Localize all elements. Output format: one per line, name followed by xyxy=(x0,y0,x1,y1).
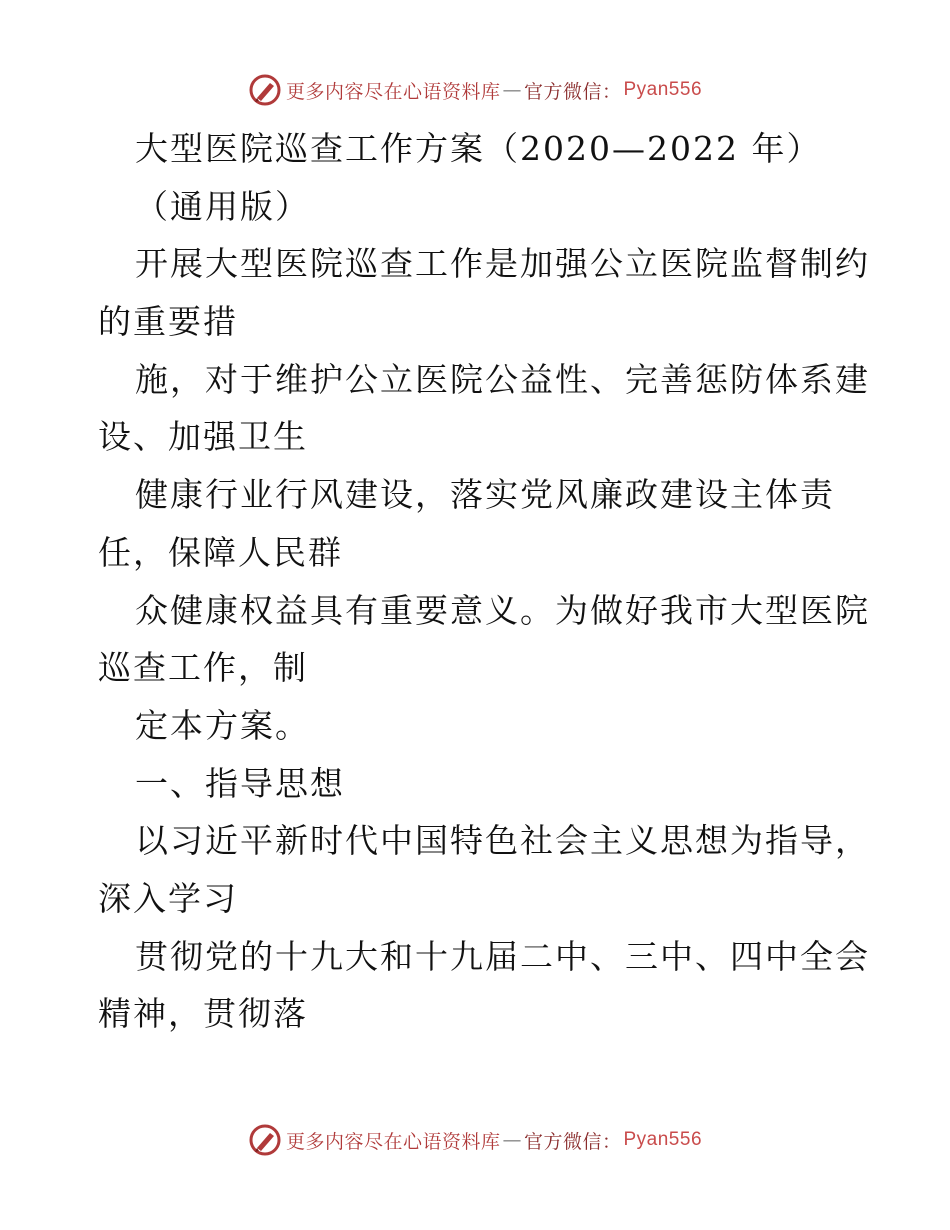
body-line: 巡查工作，制 xyxy=(98,648,308,688)
pen-logo-icon xyxy=(248,73,282,107)
body-line: 贯彻党的十九大和十九届二中、三中、四中全会 xyxy=(135,936,870,976)
body-line: 设、加强卫生 xyxy=(98,417,308,457)
watermark-label: 官方微信： xyxy=(523,80,622,103)
body-line: 任，保障人民群 xyxy=(98,532,343,572)
body-line: 精神，贯彻落 xyxy=(98,994,308,1034)
body-line: 开展大型医院巡查工作是加强公立医院监督制约 xyxy=(135,244,870,284)
footer-watermark xyxy=(0,1120,950,1160)
watermark-label: 官方微信： xyxy=(523,1130,622,1153)
document-body xyxy=(98,120,870,1043)
pen-logo-icon xyxy=(248,1123,282,1157)
watermark-separator: — xyxy=(502,79,522,101)
body-line: 施，对于维护公立医院公益性、完善惩防体系建 xyxy=(135,359,870,399)
body-line: 定本方案。 xyxy=(135,705,310,745)
document-subtitle: （通用版） xyxy=(135,186,310,226)
watermark-id: Pyan556 xyxy=(623,79,703,100)
body-line: 健康行业行风建设，落实党风廉政建设主体责 xyxy=(135,475,835,515)
watermark-separator: — xyxy=(502,1129,522,1151)
body-line: 的重要措 xyxy=(98,302,238,342)
header-watermark xyxy=(0,70,950,110)
body-line: 深入学习 xyxy=(98,878,238,918)
body-line: 以习近平新时代中国特色社会主义思想为指导， xyxy=(135,821,870,861)
document-title: 大型医院巡查工作方案（2020—2022 年） xyxy=(135,129,822,168)
body-line: 众健康权益具有重要意义。为做好我市大型医院 xyxy=(135,590,870,630)
watermark-text: 更多内容尽在心语资料库 xyxy=(285,1130,501,1153)
watermark-id: Pyan556 xyxy=(623,1129,703,1150)
section-heading: 一、指导思想 xyxy=(135,763,345,803)
watermark-text: 更多内容尽在心语资料库 xyxy=(285,80,501,103)
